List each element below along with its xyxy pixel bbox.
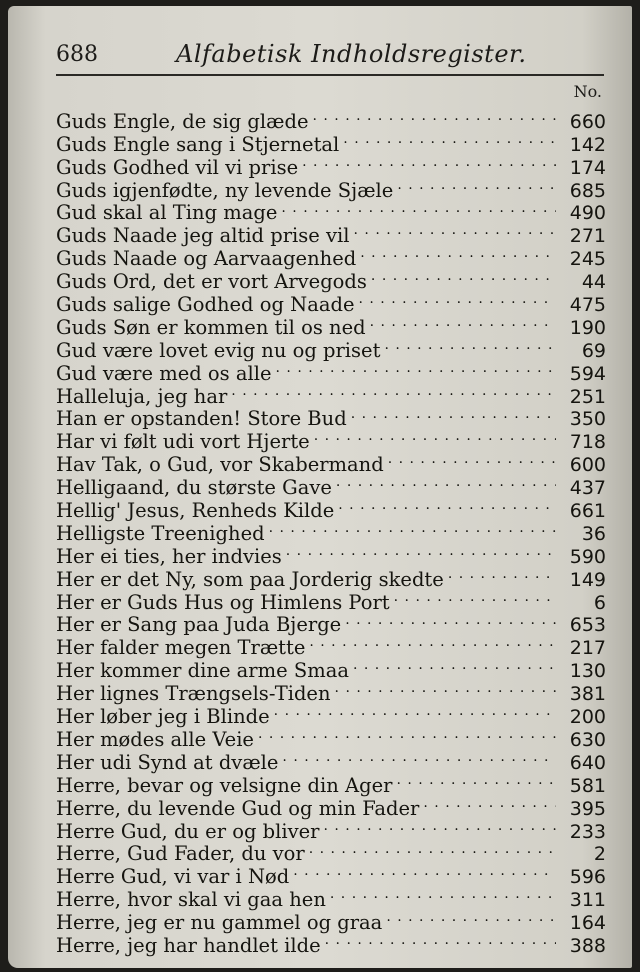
hymn-title: Herre Gud, du er og bliver bbox=[56, 819, 320, 843]
hymn-title: Herre Gud, vi var i Nød bbox=[56, 865, 290, 889]
hymn-number: 245 bbox=[569, 248, 606, 271]
hymn-number: 395 bbox=[569, 797, 606, 820]
hymn-title: Guds Søn er kommen til os ned bbox=[56, 315, 366, 339]
dot-leader bbox=[276, 357, 556, 380]
hymn-title: Her falder megen Trætte bbox=[56, 636, 306, 660]
hymn-title: Guds Naade jeg altid prise vil bbox=[56, 224, 350, 248]
hymn-title: Herre, hvor skal vi gaa hen bbox=[56, 888, 326, 912]
hymn-title: Herre, bevar og velsigne din Ager bbox=[56, 773, 393, 797]
page-header bbox=[56, 36, 604, 74]
dot-leader bbox=[274, 700, 556, 723]
dot-leader bbox=[359, 288, 557, 311]
hymn-number: 217 bbox=[569, 637, 606, 660]
dot-leader bbox=[309, 838, 556, 861]
hymn-number: 661 bbox=[569, 500, 606, 523]
hymn-number: 44 bbox=[581, 271, 606, 294]
hymn-title: Guds Godhed vil vi prise bbox=[56, 155, 299, 179]
hymn-number: 36 bbox=[581, 522, 606, 545]
dot-leader bbox=[314, 425, 556, 448]
hymn-title: Her er det Ny, som paa Jorderig skedte bbox=[56, 567, 444, 591]
hymn-title: Han er opstanden! Store Bud bbox=[56, 407, 347, 431]
dot-leader bbox=[324, 815, 557, 838]
hymn-title: Guds Engle sang i Stjernetal bbox=[56, 132, 340, 156]
dot-leader bbox=[302, 151, 556, 174]
hymn-number: 251 bbox=[569, 385, 606, 408]
hymn-title: Helligaand, du største Gave bbox=[56, 476, 332, 500]
hymn-number: 594 bbox=[569, 362, 606, 385]
dot-leader bbox=[343, 128, 556, 151]
hymn-title: Helligste Treenighed bbox=[56, 521, 265, 545]
dot-leader bbox=[338, 494, 556, 517]
hymn-number: 640 bbox=[569, 751, 606, 774]
hymn-number: 130 bbox=[569, 660, 606, 683]
hymn-number: 581 bbox=[569, 774, 606, 797]
dot-leader bbox=[386, 906, 556, 929]
book-page bbox=[8, 6, 632, 968]
hymn-title: Guds salige Godhed og Naade bbox=[56, 293, 355, 317]
hymn-number: 190 bbox=[569, 316, 606, 339]
dot-leader bbox=[269, 517, 556, 540]
hymn-number: 69 bbox=[581, 339, 606, 362]
hymn-number: 653 bbox=[569, 614, 606, 637]
hymn-number: 718 bbox=[569, 431, 606, 454]
hymn-number: 475 bbox=[569, 294, 606, 317]
hymn-title: Guds Ord, det er vort Arvegods bbox=[56, 270, 367, 294]
dot-leader bbox=[293, 860, 556, 883]
hymn-number: 630 bbox=[569, 728, 606, 751]
dot-leader bbox=[397, 174, 556, 197]
hymn-title: Her kommer dine arme Smaa bbox=[56, 659, 349, 683]
hymn-title: Her løber jeg i Blinde bbox=[56, 705, 270, 729]
number-column-label: No. bbox=[573, 82, 602, 101]
hymn-number: 142 bbox=[569, 133, 606, 156]
hymn-title: Her er Sang paa Juda Bjerge bbox=[56, 613, 342, 637]
dot-leader bbox=[394, 586, 556, 609]
hymn-number: 381 bbox=[569, 683, 606, 706]
hymn-number: 600 bbox=[569, 454, 606, 477]
dot-leader bbox=[330, 883, 556, 906]
dot-leader bbox=[335, 677, 556, 700]
hymn-number: 590 bbox=[569, 545, 606, 568]
dot-leader bbox=[360, 242, 556, 265]
dot-leader bbox=[371, 265, 556, 288]
hymn-number: 149 bbox=[569, 568, 606, 591]
hymn-number: 271 bbox=[569, 225, 606, 248]
hymn-title: Her lignes Trængsels-Tiden bbox=[56, 682, 331, 706]
dot-leader bbox=[448, 563, 556, 586]
hymn-number: 200 bbox=[569, 706, 606, 729]
dot-leader bbox=[396, 769, 556, 792]
index-entry bbox=[56, 105, 606, 133]
hymn-title: Har vi følt udi vort Hjerte bbox=[56, 430, 310, 454]
hymn-number: 164 bbox=[569, 912, 606, 935]
hymn-title: Guds Naade og Aarvaagenhed bbox=[56, 247, 357, 271]
page-number: 688 bbox=[56, 42, 98, 67]
dot-leader bbox=[388, 448, 556, 471]
hymn-number: 311 bbox=[569, 889, 606, 912]
dot-leader bbox=[351, 403, 556, 426]
hymn-title: Gud være lovet evig nu og priset bbox=[56, 338, 381, 362]
hymn-title: Herre, jeg har handlet ilde bbox=[56, 933, 321, 957]
hymn-title: Hav Tak, o Gud, vor Skabermand bbox=[56, 453, 384, 477]
hymn-title: Halleluja, jeg har bbox=[56, 384, 228, 408]
dot-leader bbox=[423, 792, 556, 815]
hymn-title: Gud være med os alle bbox=[56, 361, 272, 385]
hymn-title: Guds igjenfødte, ny levende Sjæle bbox=[56, 178, 394, 202]
hymn-title: Herre, du levende Gud og min Fader bbox=[56, 796, 420, 820]
hymn-number: 490 bbox=[569, 202, 606, 225]
running-title: Alfabetisk Indholdsregister. bbox=[176, 40, 527, 68]
dot-leader bbox=[345, 609, 556, 632]
hymn-index-list bbox=[56, 105, 606, 957]
hymn-number: 685 bbox=[569, 179, 606, 202]
dot-leader bbox=[309, 631, 556, 654]
dot-leader bbox=[384, 334, 556, 357]
dot-leader bbox=[281, 197, 556, 220]
dot-leader bbox=[354, 219, 556, 242]
dot-leader bbox=[325, 929, 556, 952]
dot-leader bbox=[370, 311, 556, 334]
hymn-title: Herre, jeg er nu gammel og graa bbox=[56, 911, 383, 935]
dot-leader bbox=[258, 723, 556, 746]
hymn-title: Her ei ties, her indvies bbox=[56, 544, 282, 568]
hymn-title: Herre, Gud Fader, du vor bbox=[56, 842, 305, 866]
hymn-title: Guds Engle, de sig glæde bbox=[56, 109, 309, 133]
hymn-number: 233 bbox=[569, 820, 606, 843]
hymn-number: 350 bbox=[569, 408, 606, 431]
hymn-title: Her mødes alle Veie bbox=[56, 727, 254, 751]
hymn-title: Hellig' Jesus, Renheds Kilde bbox=[56, 499, 335, 523]
hymn-title: Gud skal al Ting mage bbox=[56, 201, 278, 225]
hymn-title: Her er Guds Hus og Himlens Port bbox=[56, 590, 390, 614]
hymn-number: 2 bbox=[593, 843, 606, 866]
dot-leader bbox=[336, 471, 556, 494]
hymn-number: 6 bbox=[593, 591, 606, 614]
hymn-number: 596 bbox=[569, 866, 606, 889]
dot-leader bbox=[286, 540, 556, 563]
dot-leader bbox=[282, 746, 556, 769]
hymn-number: 388 bbox=[569, 934, 606, 957]
hymn-number: 174 bbox=[569, 156, 606, 179]
hymn-number: 437 bbox=[569, 477, 606, 500]
hymn-title: Her udi Synd at dvæle bbox=[56, 750, 279, 774]
dot-leader bbox=[313, 105, 557, 128]
dot-leader bbox=[353, 654, 556, 677]
hymn-number: 660 bbox=[569, 110, 606, 133]
header-rule bbox=[56, 74, 604, 76]
dot-leader bbox=[231, 380, 556, 403]
